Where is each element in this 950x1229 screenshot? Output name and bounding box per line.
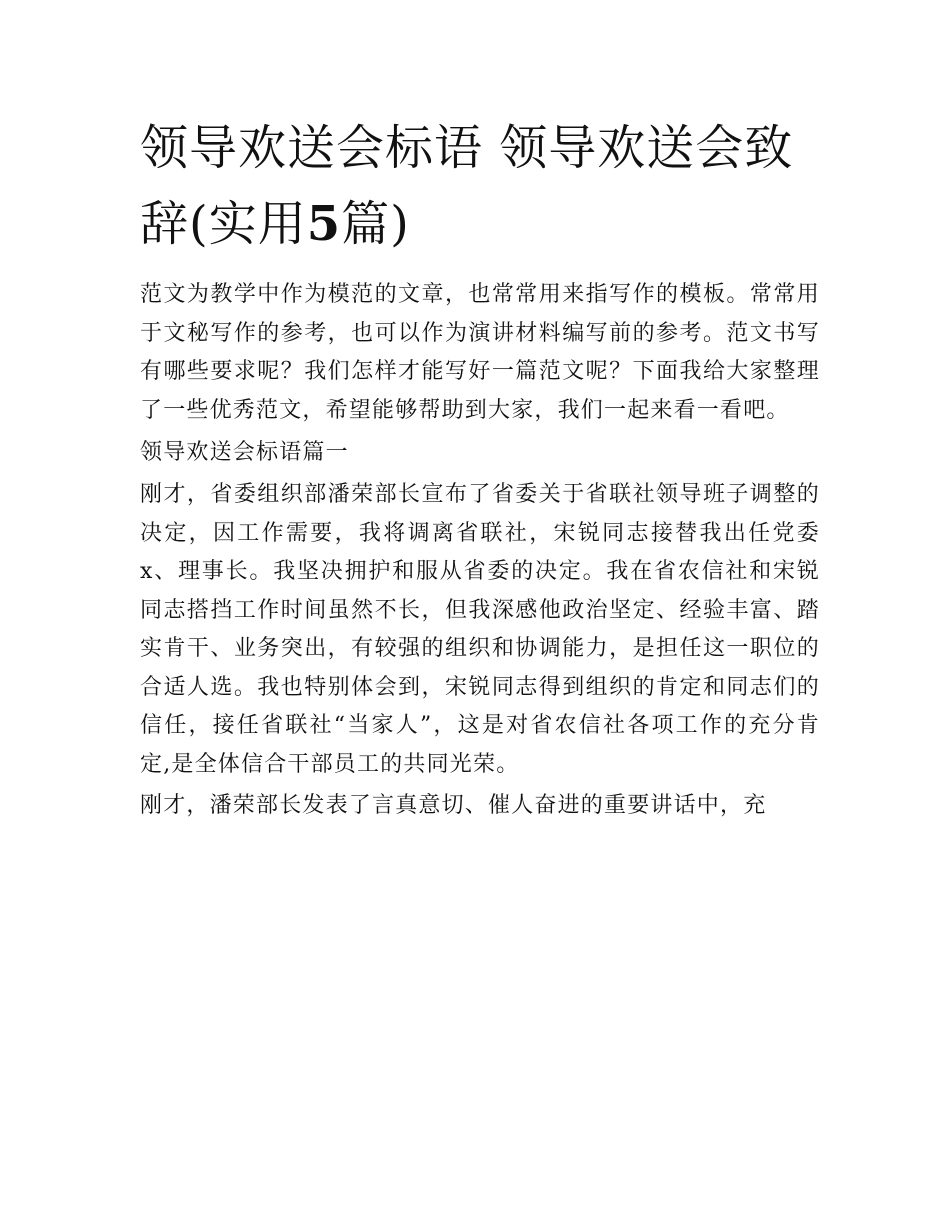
title-suffix: 篇) — [341, 196, 410, 252]
title-text: 领导欢送会标语 领导欢送会致辞(实用 — [140, 120, 794, 252]
body-paragraph-1: 刚才，省委组织部潘荣部长宣布了省委关于省联社领导班子调整的决定，因工作需要，我将调离省联社，宋锐同志接替我出任党委x、理事长。我坚决拥护和服从省委的决定。我在省农信社和宋锐同志搭挡工作时间虽然不长，但我深感他政治坚定、经验丰富、踏实肯干、业务突出，有较强的组织和协调能力，是担任这一职位的合适人选。我也特别体会到，宋锐同志得到组织的肯定和同志们的信任，接任省联社“当家人”，这是对省农信社各项工作的充分肯定,是全体信合干部员工的共同光荣。 — [140, 482, 820, 777]
intro-paragraph: 范文为教学中作为模范的文章，也常常用来指写作的模板。常常用于文秘写作的参考，也可以作为演讲材料编写前的参考。范文书写有哪些要求呢？我们怎样才能写好一篇范文呢？下面我给大家整理了一些优秀范文，希望能够帮助到大家，我们一起来看一看吧。 — [140, 282, 820, 423]
document-page — [140, 110, 820, 826]
document-title — [140, 110, 820, 262]
section-heading: 领导欢送会标语篇一 — [140, 440, 349, 465]
title-number: 5 — [306, 196, 342, 252]
body-paragraph-2: 刚才，潘荣部长发表了言真意切、催人奋进的重要讲话中，充 — [140, 793, 767, 818]
document-body — [140, 276, 820, 826]
